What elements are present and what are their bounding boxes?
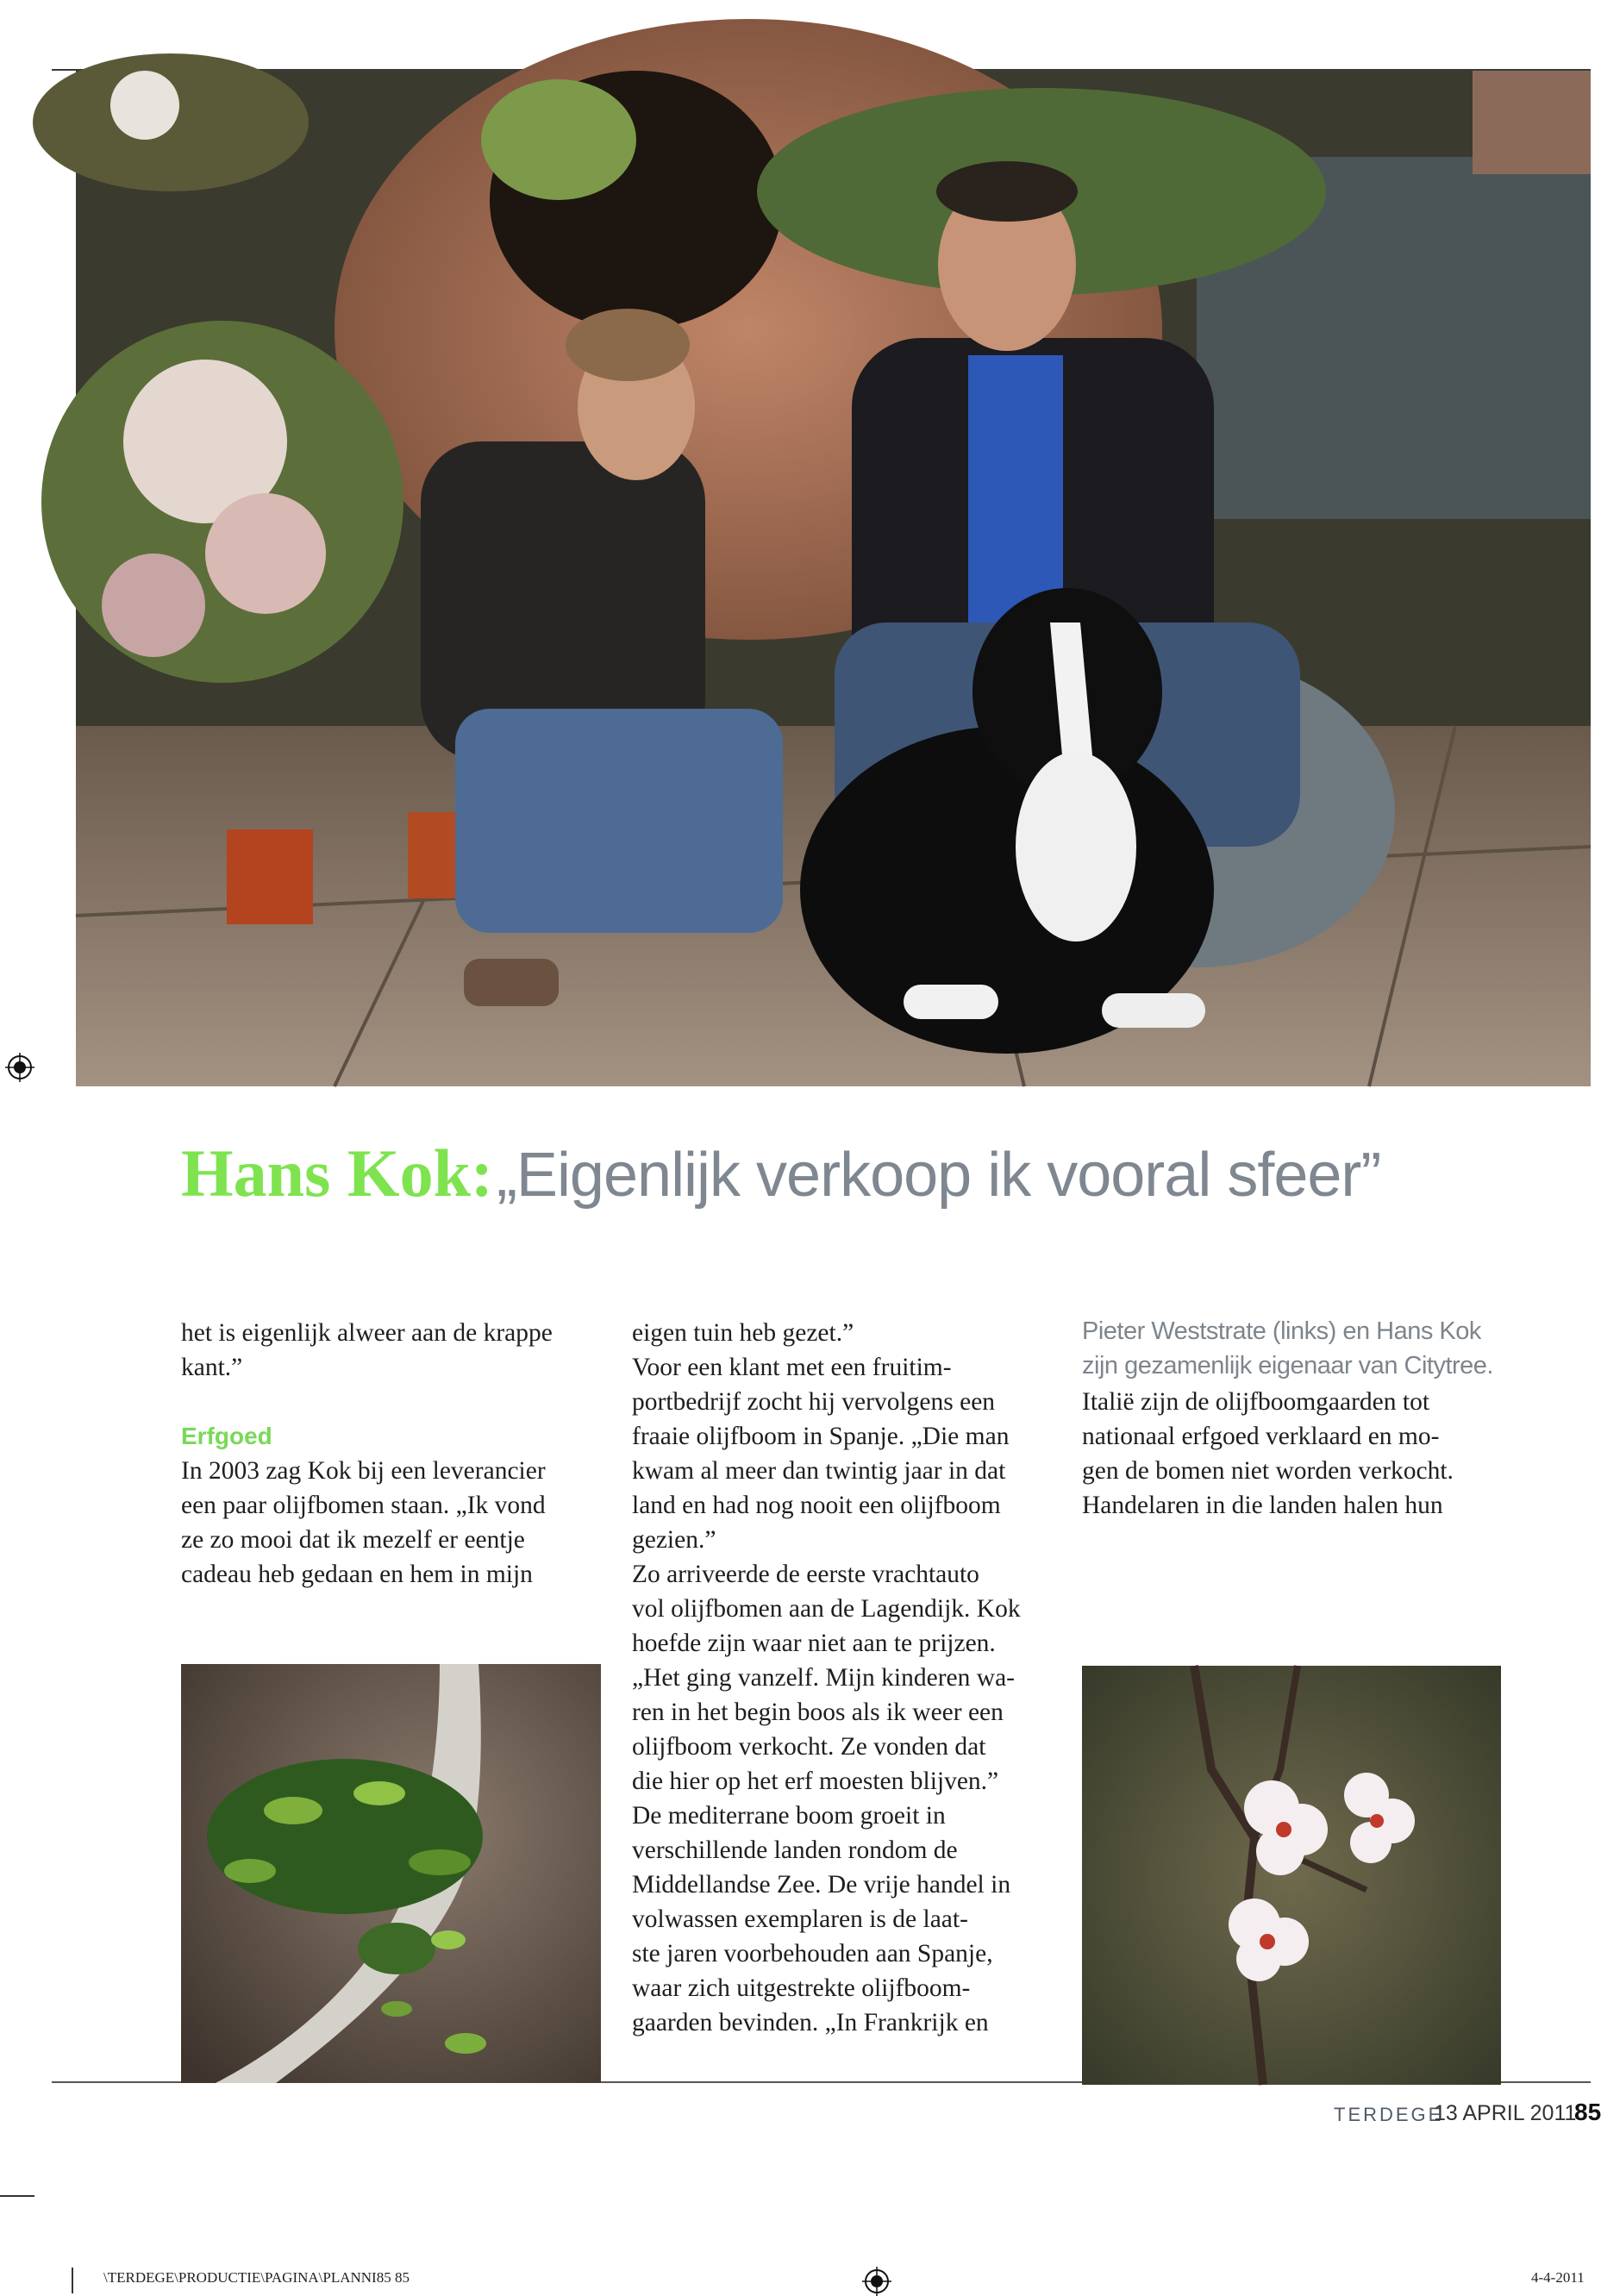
body-line: ren in het begin boos als ik weer een bbox=[632, 1699, 1004, 1726]
body-line: gezien.” bbox=[632, 1526, 716, 1554]
body-line: ste jaren voorbehouden aan Spanje, bbox=[632, 1940, 993, 1968]
body-line: cadeau heb gedaan en hem in mijn bbox=[181, 1561, 533, 1588]
magazine-name: TERDEGE bbox=[1334, 2104, 1444, 2125]
page-number: 85 bbox=[1574, 2099, 1601, 2125]
body-line: „Het ging vanzelf. Mijn kinderen wa- bbox=[632, 1664, 1015, 1692]
headline-quote: „Eigenlijk verkoop ik vooral sfeer” bbox=[496, 1141, 1381, 1210]
crop-mark-bottom-left bbox=[72, 2268, 73, 2293]
olive-branch-photo bbox=[181, 1664, 601, 2083]
body-line: die hier op het erf moesten blijven.” bbox=[632, 1767, 999, 1795]
body-line: een paar olijfbomen staan. „Ik vond bbox=[181, 1492, 546, 1519]
body-line: waar zich uitgestrekte olijfboom- bbox=[632, 1974, 971, 2002]
body-line: portbedrijf zocht hij vervolgens een bbox=[632, 1388, 996, 1416]
article-headline bbox=[181, 1135, 1381, 1211]
registration-mark-icon bbox=[862, 2267, 891, 2296]
body-line: kant.” bbox=[181, 1354, 243, 1381]
body-line: kwam al meer dan twintig jaar in dat bbox=[632, 1457, 1006, 1485]
body-line: gen de bomen niet worden verkocht. bbox=[1082, 1457, 1454, 1485]
body-line: verschillende landen rondom de bbox=[632, 1836, 958, 1864]
body-line: olijfboom verkocht. Ze vonden dat bbox=[632, 1733, 986, 1761]
print-slug-path: \TERDEGE\PRODUCTIE\PAGINA\PLANNI85 85 bbox=[103, 2269, 410, 2286]
body-line: vol olijfbomen aan de Lagendijk. Kok bbox=[632, 1595, 1021, 1623]
body-line: Handelaren in die landen halen hun bbox=[1082, 1492, 1443, 1519]
headline-name: Hans Kok: bbox=[181, 1135, 493, 1211]
main-photo bbox=[76, 71, 1591, 1086]
print-slug-date: 4-4-2011 bbox=[1531, 2269, 1585, 2286]
text-column-3 bbox=[1082, 1385, 1513, 1523]
almond-blossom-photo bbox=[1082, 1666, 1501, 2085]
body-line: fraaie olijfboom in Spanje. „Die man bbox=[632, 1423, 1010, 1450]
text-column-2 bbox=[632, 1316, 1063, 2040]
body-line: land en had nog nooit een olijfboom bbox=[632, 1492, 1001, 1519]
crop-mark-left bbox=[0, 2195, 34, 2197]
body-line: Voor een klant met een fruitim- bbox=[632, 1354, 952, 1381]
body-line: Middellandse Zee. De vrije handel in bbox=[632, 1871, 1011, 1899]
body-line: gaarden bevinden. „In Frankrijk en bbox=[632, 2009, 989, 2036]
body-line: volwassen exemplaren is de laat- bbox=[632, 1905, 968, 1933]
text-column-1 bbox=[181, 1316, 612, 1592]
caption-line: zijn gezamenlijk eigenaar van Citytree. bbox=[1082, 1352, 1493, 1379]
registration-mark-icon bbox=[5, 1053, 34, 1082]
body-line: hoefde zijn waar niet aan te prijzen. bbox=[632, 1630, 996, 1657]
body-line: Italië zijn de olijfboomgaarden tot bbox=[1082, 1388, 1430, 1416]
body-line: Zo arriveerde de eerste vrachtauto bbox=[632, 1561, 979, 1588]
body-line: nationaal erfgoed verklaard en mo- bbox=[1082, 1423, 1440, 1450]
section-subhead: Erfgoed bbox=[181, 1423, 272, 1449]
photo-caption bbox=[1082, 1314, 1565, 1383]
caption-line: Pieter Weststrate (links) en Hans Kok bbox=[1082, 1317, 1481, 1345]
issue-date: 13 APRIL 2011 bbox=[1434, 2101, 1577, 2125]
body-line: het is eigenlijk alweer aan de krappe bbox=[181, 1319, 553, 1347]
body-line: In 2003 zag Kok bij een leverancier bbox=[181, 1457, 546, 1485]
body-line: ze zo mooi dat ik mezelf er eentje bbox=[181, 1526, 525, 1554]
body-line: eigen tuin heb gezet.” bbox=[632, 1319, 854, 1347]
body-line: De mediterrane boom groeit in bbox=[632, 1802, 946, 1830]
